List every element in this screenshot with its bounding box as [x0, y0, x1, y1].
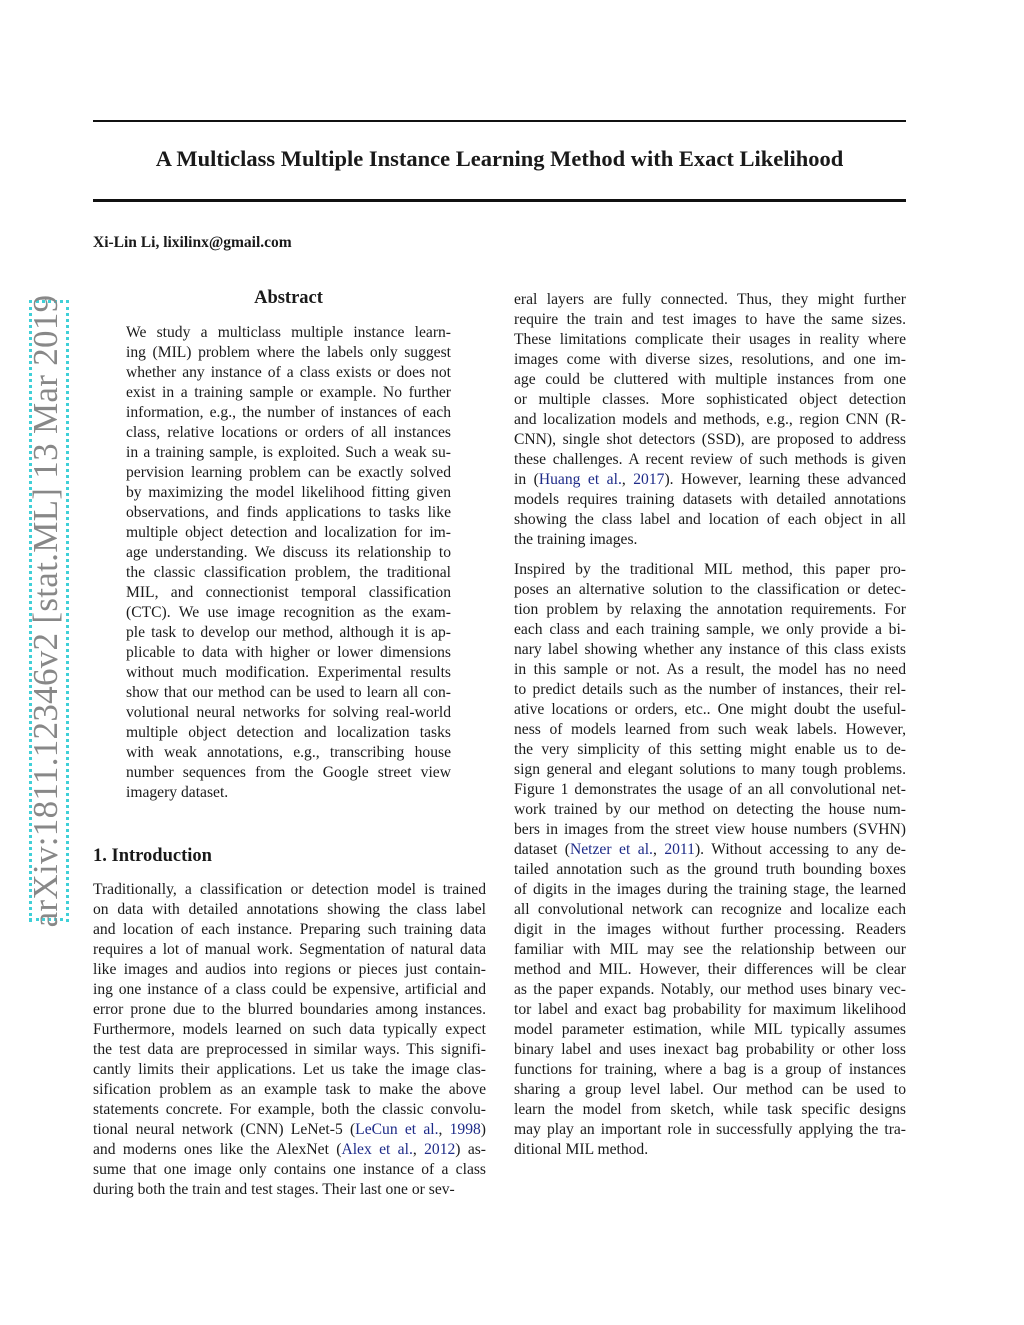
- text-segment: ) as-: [455, 1141, 486, 1158]
- text-line: Figure 1 demonstrates the usage of an all convolutional net-: [514, 781, 906, 798]
- text-line: information, e.g., the number of instances of each: [126, 404, 451, 421]
- text-line: (CTC). We use image recognition as the exam-: [126, 604, 451, 621]
- text-line: in this sample or not. As a result, the model has no need: [514, 661, 906, 678]
- text-line: show that our method can be used to learn all con-: [126, 684, 451, 701]
- text-line: ness of models learned from such weak labels. However,: [514, 721, 906, 738]
- text-line: the training images.: [514, 531, 638, 548]
- text-line: ative locations or orders, etc.. One might doubt the useful-: [514, 701, 906, 718]
- text-line: MIL, and connectionist temporal classification: [126, 584, 451, 601]
- text-line: and location of each instance. Preparing such training data: [93, 921, 486, 938]
- citation-link[interactable]: LeCun et al.: [355, 1121, 439, 1138]
- text-segment: in (: [514, 471, 539, 488]
- text-line: tailed annotation such as the ground truth bounding boxes: [514, 861, 906, 878]
- text-line: ple task to develop our method, although it is ap-: [126, 624, 451, 641]
- text-line: the very simplicity of this setting might enable us to de-: [514, 741, 906, 758]
- citation-link[interactable]: 1998: [449, 1121, 481, 1138]
- paragraph: [514, 290, 906, 550]
- text-line: of digits in the images during the training stage, the learned: [514, 881, 906, 898]
- text-line: the classic classification problem, the traditional: [126, 564, 451, 581]
- text-line: and localization models and methods, e.g., region CNN (R-: [514, 411, 906, 428]
- text-line: each class and each training sample, we only provide a bi-: [514, 621, 906, 638]
- text-line: sification problem as an example task to make the above: [93, 1081, 486, 1098]
- text-line: bers in images from the street view house numbers (SVHN): [514, 821, 906, 838]
- text-line: Inspired by the traditional MIL method, this paper pro-: [514, 561, 906, 578]
- text-line: nary label showing whether any instance of this class exists: [514, 641, 906, 658]
- abstract-body: [126, 323, 451, 803]
- text-segment: and moderns ones like the AlexNet (: [93, 1141, 342, 1158]
- abstract-heading: Abstract: [254, 288, 323, 308]
- text-line: method and MIL. However, their differences will be clear: [514, 961, 906, 978]
- text-line: These limitations complicate their usages in reality where: [514, 331, 906, 348]
- text-line: in a training sample, is exploited. Such a weak su-: [126, 444, 451, 461]
- text-segment: ,: [621, 471, 634, 488]
- text-line: may play an important role in successfully applying the tra-: [514, 1121, 906, 1138]
- text-line: age understanding. We discuss its relationship to: [126, 544, 451, 561]
- text-line: number sequences from the Google street view: [126, 764, 451, 781]
- paragraph: [514, 560, 906, 1160]
- text-line: or multiple classes. More sophisticated object detection: [514, 391, 906, 408]
- text-segment: ,: [652, 841, 665, 858]
- text-line: imagery dataset.: [126, 784, 229, 801]
- text-line: poses an alternative solution to the classification or detec-: [514, 581, 906, 598]
- text-line: [514, 470, 906, 490]
- text-line: models requires training datasets with detailed annotations: [514, 491, 906, 508]
- text-line: the test data are preprocessed in similar ways. This signifi-: [93, 1041, 486, 1058]
- text-segment: tional neural network (CNN) LeNet-5 (: [93, 1121, 356, 1138]
- text-segment: ). Without accessing to any de-: [694, 841, 906, 858]
- citation-link[interactable]: 2017: [633, 471, 665, 488]
- text-line: binary label and uses inexact bag probability or other loss: [514, 1041, 906, 1058]
- text-line: without much modification. Experimental results: [126, 664, 451, 681]
- text-line: to predict details such as the number of instances, their rel-: [514, 681, 906, 698]
- text-line: learn the model from sketch, while task specific designs: [514, 1101, 906, 1118]
- text-line: We study a multiclass multiple instance learn-: [126, 324, 451, 341]
- title-rule-bottom: [93, 199, 906, 202]
- text-line: [93, 1140, 486, 1160]
- text-segment: ,: [412, 1141, 425, 1158]
- text-line: all convolutional network can recognize and localize each: [514, 901, 906, 918]
- text-line: CNN), single shot detectors (SSD), are proposed to address: [514, 431, 906, 448]
- text-line: during both the train and test stages. Their last one or sev-: [93, 1181, 455, 1198]
- text-line: these challenges. A recent review of such methods is given: [514, 451, 906, 468]
- title-rule-top: [93, 120, 906, 122]
- text-line: sign general and elegant solutions to many tough problems.: [514, 761, 906, 778]
- text-line: like images and audios into regions or pieces just contain-: [93, 961, 486, 978]
- text-line: statements concrete. For example, both the classic convolu-: [93, 1101, 486, 1118]
- text-line: tion problem by relaxing the annotation requirements. For: [514, 601, 906, 618]
- text-line: whether any instance of a class exists or does not: [126, 364, 451, 381]
- text-line: pervision learning problem can be exactly solved: [126, 464, 451, 481]
- text-line: plicable to data with higher or lower dimensions: [126, 644, 451, 661]
- text-line: require the train and test images to have the same sizes.: [514, 311, 906, 328]
- right-column-body: [514, 290, 906, 1160]
- text-line: model parameter estimation, while MIL typically assumes: [514, 1021, 906, 1038]
- text-line: error prone due to the blurred boundaries among instances.: [93, 1001, 486, 1018]
- text-line: ditional MIL method.: [514, 1141, 649, 1158]
- text-line: requires a lot of manual work. Segmentation of natural data: [93, 941, 486, 958]
- text-line: digit in the images without further processing. Readers: [514, 921, 906, 938]
- text-line: tor label and exact bag probability for maximum likelihood: [514, 1001, 906, 1018]
- text-line: eral layers are fully connected. Thus, they might further: [514, 291, 906, 308]
- text-line: familiar with MIL may see the relationship between our: [514, 941, 906, 958]
- citation-link[interactable]: 2011: [664, 841, 695, 858]
- text-line: [93, 1120, 486, 1140]
- introduction-heading: 1. Introduction: [93, 846, 212, 866]
- citation-link[interactable]: Netzer et al.: [569, 841, 653, 858]
- text-line: ing (MIL) problem where the labels only suggest: [126, 344, 451, 361]
- citation-link[interactable]: 2012: [424, 1141, 456, 1158]
- text-line: cantly limits their applications. Let us take the image clas-: [93, 1061, 486, 1078]
- text-line: showing the class label and location of each object in all: [514, 511, 906, 528]
- paragraph: [93, 880, 486, 1200]
- text-segment: ): [480, 1121, 486, 1138]
- text-line: by maximizing the model likelihood fitting given: [126, 484, 451, 501]
- text-line: Traditionally, a classification or detection model is trained: [93, 881, 486, 898]
- text-segment: ,: [438, 1121, 450, 1138]
- text-line: [514, 840, 906, 860]
- text-segment: dataset (: [514, 841, 570, 858]
- text-line: ing one instance of a class could be expensive, artificial and: [93, 981, 486, 998]
- text-line: functions for training, where a bag is a group of instances: [514, 1061, 906, 1078]
- paragraph: [126, 323, 451, 803]
- text-segment: ). However, learning these advanced: [664, 471, 906, 488]
- text-line: with weak annotations, e.g., transcribing house: [126, 744, 451, 761]
- text-line: sharing a group level label. Our method can be used to: [514, 1081, 906, 1098]
- author-line: Xi-Lin Li, lixilinx@gmail.com: [93, 234, 292, 251]
- text-line: images come with diverse sizes, resolutions, and one im-: [514, 351, 906, 368]
- arxiv-stamp[interactable]: arXiv:1811.12346v2 [stat.ML] 13 Mar 2019: [26, 294, 65, 928]
- text-line: sume that one image only contains one instance of a class: [93, 1161, 486, 1178]
- citation-link[interactable]: Huang et al.: [538, 471, 622, 488]
- text-line: work trained by our method on detecting the house num-: [514, 801, 906, 818]
- text-line: age could be cluttered with multiple instances from one: [514, 371, 906, 388]
- text-line: multiple object detection and localization for im-: [126, 524, 451, 541]
- text-line: multiple object detection and localization tasks: [126, 724, 451, 741]
- text-line: class, relative locations or orders of all instances: [126, 424, 451, 441]
- text-line: observations, and finds applications to tasks like: [126, 504, 451, 521]
- text-line: exist in a training sample or example. No further: [126, 384, 451, 401]
- text-line: as the paper expands. Notably, our method uses binary vec-: [514, 981, 906, 998]
- paper-title: A Multiclass Multiple Instance Learning Method with Exact Likelihood: [155, 146, 844, 171]
- citation-link[interactable]: Alex et al.: [341, 1141, 413, 1158]
- introduction-body: [93, 880, 486, 1200]
- text-line: Furthermore, models learned on such data typically expect: [93, 1021, 486, 1038]
- text-line: volutional neural networks for solving real-world: [126, 704, 451, 721]
- text-line: on data with detailed annotations showing the class label: [93, 901, 486, 918]
